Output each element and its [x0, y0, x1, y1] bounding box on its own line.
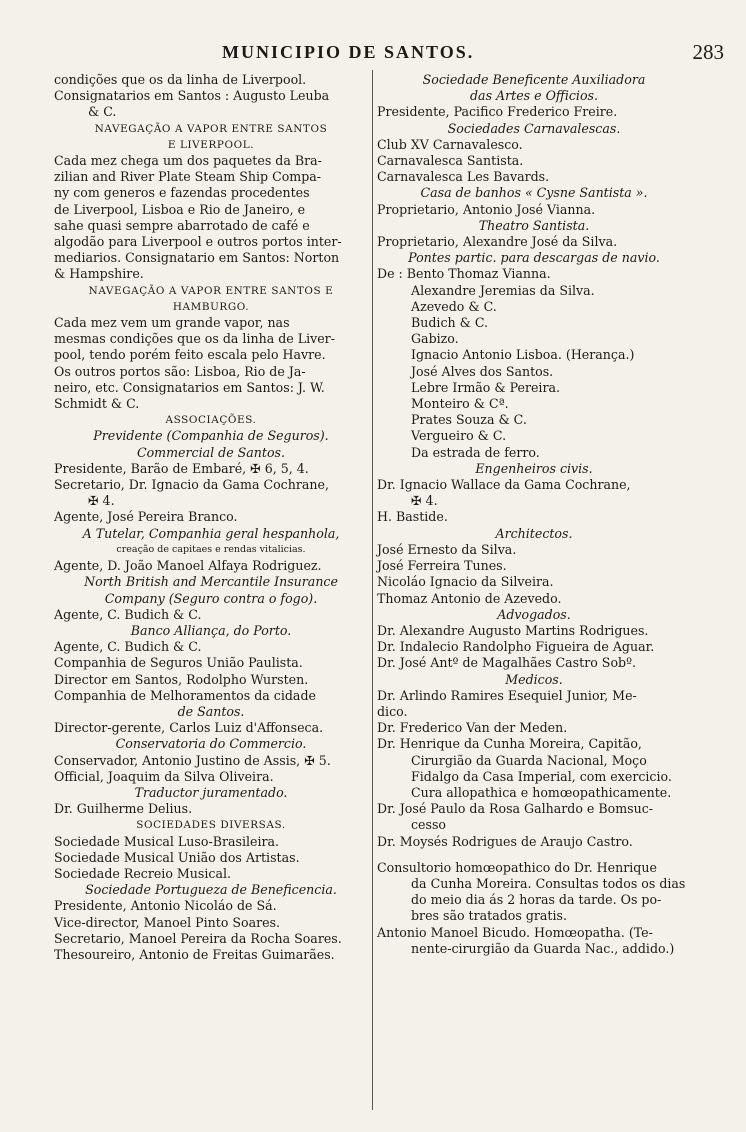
text-line: cesso	[411, 817, 447, 833]
text-line: Sociedade Recreio Musical.	[54, 865, 231, 881]
section-heading: SOCIEDADES DIVERSAS.	[136, 819, 286, 832]
text-line: Fidalgo da Casa Imperial, com exercicio.	[411, 768, 672, 784]
text-line: Da estrada de ferro.	[411, 444, 540, 460]
text-line: pool, tendo porém feito escala pelo Havre.	[54, 347, 326, 363]
text-line: Sociedade Musical Luso-Brasileira.	[54, 833, 280, 849]
text-line: Vice-director, Manoel Pinto Soares.	[54, 914, 281, 930]
column-divider	[372, 70, 373, 1110]
subsection-heading: Conservatoria do Commercio.	[115, 736, 307, 752]
text-line: Alexandre Jeremias da Silva.	[411, 282, 595, 298]
right-column	[377, 72, 691, 957]
section-heading: HAMBURGO.	[172, 300, 250, 313]
text-line: ✠ 4.	[88, 493, 115, 509]
text-line: zilian and River Plate Steam Ship Compa-	[54, 169, 322, 185]
subsection-heading: Previdente (Companhia de Seguros).	[93, 428, 329, 444]
section-heading: NAVEGAÇÃO A VAPOR ENTRE SANTOS E	[88, 284, 334, 297]
subsection-heading: Sociedade Portugueza de Beneficencia.	[85, 882, 337, 898]
text-line: Agente, José Pereira Branco.	[54, 509, 238, 525]
text-line: Ignacio Antonio Lisboa. (Herança.)	[411, 347, 635, 363]
subsection-heading: Architectos.	[495, 525, 573, 541]
text-line: Budich & C.	[411, 315, 489, 331]
page-title: MUNICIPIO DE SANTOS.	[222, 42, 475, 62]
text-line: Cura allopathica e homœopathicamente.	[411, 784, 672, 800]
subsection-heading: Traductor juramentado.	[134, 784, 288, 800]
page-number: 283	[692, 40, 724, 64]
text-line: José Ernesto da Silva.	[377, 541, 517, 557]
text-line: Dr. Guilherme Delius.	[54, 801, 193, 817]
text-line: da Cunha Moreira. Consultas todos os dias	[411, 875, 686, 891]
text-line: Agente, C. Budich & C.	[54, 606, 202, 622]
text-line: Prates Souza & C.	[411, 412, 527, 428]
text-line: Gabizo.	[411, 331, 459, 347]
left-column	[54, 72, 368, 963]
text-line: & C.	[88, 104, 117, 120]
text-line: do meio dia ás 2 horas da tarde. Os po-	[411, 892, 662, 908]
subsection-heading: Sociedade Beneficente Auxiliadora	[422, 72, 646, 87]
text-line: de Liverpool, Lisboa e Rio de Janeiro, e	[54, 201, 306, 217]
text-line: Thesoureiro, Antonio de Freitas Guimarães.	[54, 946, 335, 962]
text-line: Dr. Indalecio Randolpho Figueira de Aguar.	[377, 639, 655, 655]
subsection-heading: A Tutelar, Companhia geral hespanhola,	[82, 525, 340, 541]
subsection-heading: Sociedades Carnavalescas.	[447, 120, 621, 136]
subsection-heading: Medicos.	[505, 671, 563, 687]
text-line: mesmas condições que os da linha de Liver-	[54, 331, 335, 347]
text-line: Presidente, Antonio Nicoláo de Sá.	[54, 898, 277, 914]
running-head	[0, 38, 746, 68]
text-line: Cada mez vem um grande vapor, nas	[54, 315, 290, 331]
text-line: Dr. Ignacio Wallace da Gama Cochrane,	[377, 477, 631, 493]
text-line: Thomaz Antonio de Azevedo.	[377, 590, 562, 606]
subsection-heading: Advogados.	[497, 606, 571, 622]
subsection-heading: de Santos.	[177, 703, 245, 719]
subsection-heading: Pontes partic. para descargas de navio.	[408, 250, 660, 266]
text-line: Azevedo & C.	[411, 298, 497, 314]
text-line: Dr. Arlindo Ramires Esequiel Junior, Me-	[377, 687, 637, 703]
section-heading: ASSOCIAÇÕES.	[165, 414, 257, 427]
text-line: Schmidt & C.	[54, 396, 140, 412]
text-line: Lebre Irmão & Pereira.	[411, 379, 560, 395]
text-line: Vergueiro & C.	[411, 428, 507, 444]
text-line: Consignatarios em Santos : Augusto Leuba	[54, 88, 330, 104]
text-line: bres são tratados gratis.	[411, 908, 567, 924]
subsection-heading: Company (Seguro contra o fogo).	[104, 590, 318, 606]
text-line: Cirurgião da Guarda Nacional, Moço	[411, 752, 647, 768]
text-line: ny com generos e fazendas procedentes	[54, 185, 310, 201]
text-line: Os outros portos são: Lisboa, Rio de Ja-	[54, 363, 306, 379]
text-line: Secretario, Manoel Pereira da Rocha Soares.	[54, 930, 342, 946]
text-line: Companhia de Seguros União Paulista.	[54, 655, 303, 671]
text-line: Official, Joaquim da Silva Oliveira.	[54, 768, 274, 784]
text-line: Dr. José Antº de Magalhães Castro Sobº.	[377, 655, 637, 671]
text-line: Presidente, Pacifico Frederico Freire.	[377, 104, 618, 120]
text-line: algodão para Liverpool e outros portos inter-	[54, 234, 342, 250]
section-heading: E LIVERPOOL.	[167, 138, 255, 151]
text-line: José Alves dos Santos.	[411, 363, 554, 379]
text-line: & Hampshire.	[54, 266, 144, 282]
text-line: neiro, etc. Consignatarios em Santos: J. W.	[54, 379, 325, 395]
text-line: Sociedade Musical União dos Artistas.	[54, 849, 300, 865]
text-line: Dr. Alexandre Augusto Martins Rodrigues.	[377, 622, 649, 638]
text-line: sahe quasi sempre abarrotado de café e	[54, 217, 310, 233]
text-line: Secretario, Dr. Ignacio da Gama Cochrane,	[54, 477, 329, 493]
subsection-heading: Casa de banhos « Cysne Santista ».	[420, 185, 648, 201]
text-line: José Ferreira Tunes.	[377, 558, 507, 574]
subsection-heading: Theatro Santista.	[478, 217, 590, 233]
text-line: nente-cirurgião da Guarda Nac., addido.)	[411, 940, 675, 956]
text-line: creação de capitaes e rendas vitalicias.	[116, 543, 306, 555]
spacer	[377, 850, 691, 860]
text-line: Club XV Carnavalesco.	[377, 136, 523, 152]
text-line: Director-gerente, Carlos Luiz d'Affonseca.	[54, 720, 324, 736]
text-line: Dr. Henrique da Cunha Moreira, Capitão,	[377, 736, 642, 752]
subsection-heading: Engenheiros civis.	[475, 460, 593, 476]
text-line: Dr. Moysés Rodrigues de Araujo Castro.	[377, 833, 633, 849]
text-line: condições que os da linha de Liverpool.	[54, 72, 307, 87]
text-line: Cada mez chega um dos paquetes da Bra-	[54, 153, 322, 169]
text-line: Presidente, Barão de Embaré, ✠ 6, 5, 4.	[54, 460, 309, 476]
text-line: Monteiro & Cª.	[411, 396, 509, 412]
text-line: H. Bastide.	[377, 509, 448, 525]
text-line: Agente, C. Budich & C.	[54, 639, 202, 655]
text-line: Carnavalesca Santista.	[377, 153, 524, 169]
text-line: Dr. José Paulo da Rosa Galhardo e Bomsuc-	[377, 801, 654, 817]
subsection-heading: North British and Mercantile Insurance	[84, 574, 338, 590]
text-line: Conservador, Antonio Justino de Assis, ✠ 5.	[54, 752, 331, 768]
text-line: Carnavalesca Les Bavards.	[377, 169, 550, 185]
subsection-heading: Commercial de Santos.	[136, 444, 286, 460]
text-line: mediarios. Consignatario em Santos: Norton	[54, 250, 340, 266]
text-line: De : Bento Thomaz Vianna.	[377, 266, 551, 282]
text-line: Proprietario, Alexandre José da Silva.	[377, 234, 618, 250]
subsection-heading: Banco Alliança, do Porto.	[130, 622, 292, 638]
text-line: ✠ 4.	[411, 493, 438, 509]
text-line: Proprietario, Antonio José Vianna.	[377, 201, 596, 217]
text-line: Nicoláo Ignacio da Silveira.	[377, 574, 554, 590]
text-line: Director em Santos, Rodolpho Wursten.	[54, 671, 309, 687]
text-line: dico.	[377, 703, 408, 719]
text-line: Companhia de Melhoramentos da cidade	[54, 687, 316, 703]
text-line: Antonio Manoel Bicudo. Homœopatha. (Te-	[377, 924, 653, 940]
section-heading: NAVEGAÇÃO A VAPOR ENTRE SANTOS	[94, 122, 328, 135]
text-line: Dr. Frederico Van der Meden.	[377, 720, 568, 736]
subsection-heading: das Artes e Officios.	[470, 88, 598, 104]
text-line: Consultorio homœopathico do Dr. Henrique	[377, 859, 657, 875]
text-line: Agente, D. João Manoel Alfaya Rodriguez.	[54, 558, 322, 574]
